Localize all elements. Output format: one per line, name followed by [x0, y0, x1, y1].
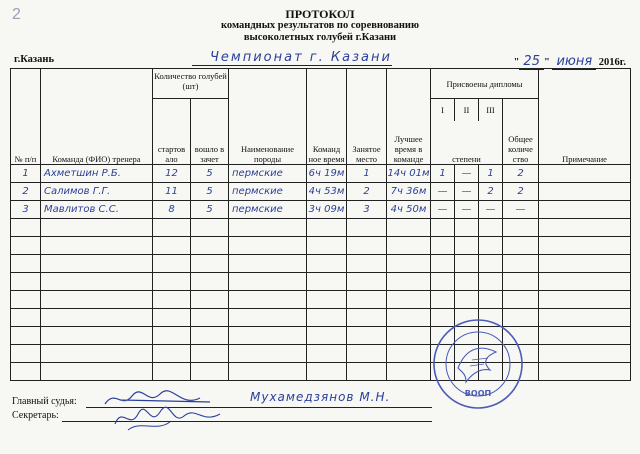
empty-cell	[539, 291, 631, 309]
empty-cell	[11, 291, 41, 309]
empty-cell	[307, 309, 347, 327]
secretary-signature	[110, 400, 230, 434]
empty-cell	[229, 345, 307, 363]
empty-cell	[11, 237, 41, 255]
empty-cell	[347, 255, 387, 273]
official-stamp	[432, 318, 524, 410]
empty-cell	[153, 345, 191, 363]
empty-cell	[41, 345, 153, 363]
row-team-time: 3ч 09м	[307, 201, 347, 219]
document-title: ПРОТОКОЛ	[285, 7, 355, 21]
empty-cell	[229, 219, 307, 237]
empty-cell	[503, 255, 539, 273]
row-degree-2: —	[455, 183, 479, 201]
empty-cell	[539, 219, 631, 237]
empty-cell	[503, 219, 539, 237]
row-degree-2: —	[455, 165, 479, 183]
empty-cell	[347, 291, 387, 309]
empty-cell	[191, 291, 229, 309]
row-degree-3: —	[479, 201, 503, 219]
empty-cell	[41, 363, 153, 381]
empty-cell	[229, 363, 307, 381]
row-breed: пермские	[229, 183, 307, 201]
empty-cell	[229, 327, 307, 345]
empty-cell	[387, 219, 431, 237]
table-row-empty	[11, 273, 631, 291]
empty-cell	[153, 291, 191, 309]
row-started: 8	[153, 201, 191, 219]
document-subtitle-2: высоколетных голубей г.Казани	[243, 32, 397, 43]
row-degree-3: 1	[479, 165, 503, 183]
row-counted: 5	[191, 165, 229, 183]
date-month: июня	[552, 54, 596, 70]
empty-cell	[11, 255, 41, 273]
table-row-empty	[11, 309, 631, 327]
empty-cell	[431, 237, 455, 255]
empty-cell	[41, 309, 153, 327]
row-num: 1	[11, 165, 41, 183]
empty-cell	[191, 309, 229, 327]
row-team: Салимов Г.Г.	[41, 183, 153, 201]
empty-cell	[479, 273, 503, 291]
empty-cell	[41, 291, 153, 309]
empty-cell	[191, 255, 229, 273]
row-team-time: 6ч 19м	[307, 165, 347, 183]
stamp-text: ВООП	[464, 389, 492, 398]
empty-cell	[479, 255, 503, 273]
table-row-empty	[11, 237, 631, 255]
empty-cell	[41, 219, 153, 237]
date-year: 2016г.	[598, 57, 626, 68]
empty-cell	[307, 219, 347, 237]
empty-cell	[387, 327, 431, 345]
row-num: 2	[11, 183, 41, 201]
empty-cell	[229, 273, 307, 291]
empty-cell	[455, 273, 479, 291]
table-row-empty	[11, 345, 631, 363]
table-row	[11, 201, 631, 219]
empty-cell	[307, 327, 347, 345]
row-best-time: 7ч 36м	[387, 183, 431, 201]
date-quote-open: "	[513, 57, 520, 68]
empty-cell	[307, 255, 347, 273]
empty-cell	[191, 345, 229, 363]
header-degrees: степени	[431, 121, 503, 165]
empty-cell	[11, 219, 41, 237]
empty-cell	[431, 255, 455, 273]
row-degree-2: —	[455, 201, 479, 219]
place-date-row	[14, 52, 626, 68]
empty-cell	[539, 237, 631, 255]
empty-cell	[153, 363, 191, 381]
row-place: 3	[347, 201, 387, 219]
date-quote-close: "	[543, 57, 550, 68]
empty-cell	[503, 237, 539, 255]
empty-cell	[347, 327, 387, 345]
row-degree-1: —	[431, 201, 455, 219]
row-note	[539, 183, 631, 201]
row-team: Ахметшин Р.Б.	[41, 165, 153, 183]
empty-cell	[307, 273, 347, 291]
table-row-empty	[11, 219, 631, 237]
empty-cell	[347, 237, 387, 255]
secretary-label: Секретарь:	[12, 410, 59, 421]
row-breed: пермские	[229, 201, 307, 219]
header-started: стартов ало	[153, 99, 191, 165]
row-started: 12	[153, 165, 191, 183]
empty-cell	[11, 345, 41, 363]
header-place: Занятое место	[347, 69, 387, 165]
empty-cell	[41, 273, 153, 291]
row-best-time: 4ч 50м	[387, 201, 431, 219]
empty-cell	[153, 255, 191, 273]
header-breed: Наименование породы	[229, 69, 307, 165]
table-row-empty	[11, 255, 631, 273]
page-number-handwritten: 2	[12, 6, 21, 23]
empty-cell	[153, 309, 191, 327]
header-degree-3: III	[479, 99, 503, 121]
empty-cell	[387, 345, 431, 363]
header-degree-2: II	[455, 99, 479, 121]
empty-cell	[347, 273, 387, 291]
header-best-time: Лучшее время в команде	[387, 69, 431, 165]
empty-cell	[347, 363, 387, 381]
empty-cell	[455, 219, 479, 237]
empty-cell	[191, 237, 229, 255]
row-total: —	[503, 201, 539, 219]
row-degree-1: 1	[431, 165, 455, 183]
row-total: 2	[503, 165, 539, 183]
row-counted: 5	[191, 201, 229, 219]
empty-cell	[387, 255, 431, 273]
empty-cell	[431, 273, 455, 291]
empty-cell	[387, 273, 431, 291]
empty-cell	[479, 237, 503, 255]
empty-cell	[431, 219, 455, 237]
empty-cell	[191, 273, 229, 291]
empty-cell	[307, 291, 347, 309]
empty-cell	[539, 363, 631, 381]
empty-cell	[455, 255, 479, 273]
document-header	[0, 8, 640, 44]
empty-cell	[229, 291, 307, 309]
empty-cell	[11, 273, 41, 291]
empty-cell	[229, 309, 307, 327]
event-name-handwritten: Чемпионат г. Казани	[210, 50, 392, 65]
empty-cell	[479, 219, 503, 237]
row-place: 1	[347, 165, 387, 183]
document-subtitle-1: командных результатов по соревнованию	[221, 20, 419, 31]
results-body	[11, 165, 631, 381]
header-counted: вошло в зачет	[191, 99, 229, 165]
empty-cell	[347, 219, 387, 237]
empty-cell	[11, 309, 41, 327]
empty-cell	[11, 363, 41, 381]
table-row-empty	[11, 327, 631, 345]
empty-cell	[431, 291, 455, 309]
table-row	[11, 183, 631, 201]
empty-cell	[503, 273, 539, 291]
header-num: № п/п	[11, 69, 41, 165]
empty-cell	[41, 237, 153, 255]
empty-cell	[191, 363, 229, 381]
date-day: 25	[519, 54, 544, 70]
empty-cell	[539, 255, 631, 273]
empty-cell	[455, 237, 479, 255]
row-best-time: 14ч 01м	[387, 165, 431, 183]
empty-cell	[387, 291, 431, 309]
row-total: 2	[503, 183, 539, 201]
header-note: Примечание	[539, 69, 631, 165]
empty-cell	[307, 363, 347, 381]
row-breed: пермские	[229, 165, 307, 183]
event-underline	[192, 65, 392, 66]
empty-cell	[503, 291, 539, 309]
empty-cell	[191, 327, 229, 345]
empty-cell	[387, 237, 431, 255]
judge-name-handwritten: Мухамедзянов М.Н.	[250, 390, 391, 404]
empty-cell	[229, 255, 307, 273]
header-total: Общее количе ство	[503, 99, 539, 165]
empty-cell	[347, 309, 387, 327]
empty-cell	[41, 255, 153, 273]
table-row-empty	[11, 363, 631, 381]
empty-cell	[153, 273, 191, 291]
city-label: г.Казань	[14, 54, 55, 65]
empty-cell	[539, 327, 631, 345]
row-started: 11	[153, 183, 191, 201]
row-num: 3	[11, 201, 41, 219]
table-row	[11, 165, 631, 183]
empty-cell	[153, 219, 191, 237]
row-note	[539, 165, 631, 183]
table-row-empty	[11, 291, 631, 309]
empty-cell	[539, 273, 631, 291]
judge-label: Главный судья:	[12, 396, 77, 407]
empty-cell	[307, 345, 347, 363]
row-place: 2	[347, 183, 387, 201]
header-team: Команда (ФИО) тренера	[41, 69, 153, 165]
results-table	[10, 68, 631, 381]
header-pigeons-group: Количество голубей (шт)	[153, 69, 229, 99]
empty-cell	[153, 237, 191, 255]
empty-cell	[41, 327, 153, 345]
empty-cell	[387, 363, 431, 381]
row-team: Мавлитов С.С.	[41, 201, 153, 219]
empty-cell	[153, 327, 191, 345]
empty-cell	[387, 309, 431, 327]
empty-cell	[539, 345, 631, 363]
empty-cell	[307, 237, 347, 255]
header-team-time: Команд ное время	[307, 69, 347, 165]
empty-cell	[479, 291, 503, 309]
row-note	[539, 201, 631, 219]
empty-cell	[347, 345, 387, 363]
header-diplomas-group: Присвоены дипломы	[431, 69, 539, 99]
empty-cell	[229, 237, 307, 255]
row-degree-3: 2	[479, 183, 503, 201]
empty-cell	[11, 327, 41, 345]
empty-cell	[455, 291, 479, 309]
empty-cell	[191, 219, 229, 237]
row-counted: 5	[191, 183, 229, 201]
row-team-time: 4ч 53м	[307, 183, 347, 201]
row-degree-1: —	[431, 183, 455, 201]
empty-cell	[539, 309, 631, 327]
header-degree-1: I	[431, 99, 455, 121]
